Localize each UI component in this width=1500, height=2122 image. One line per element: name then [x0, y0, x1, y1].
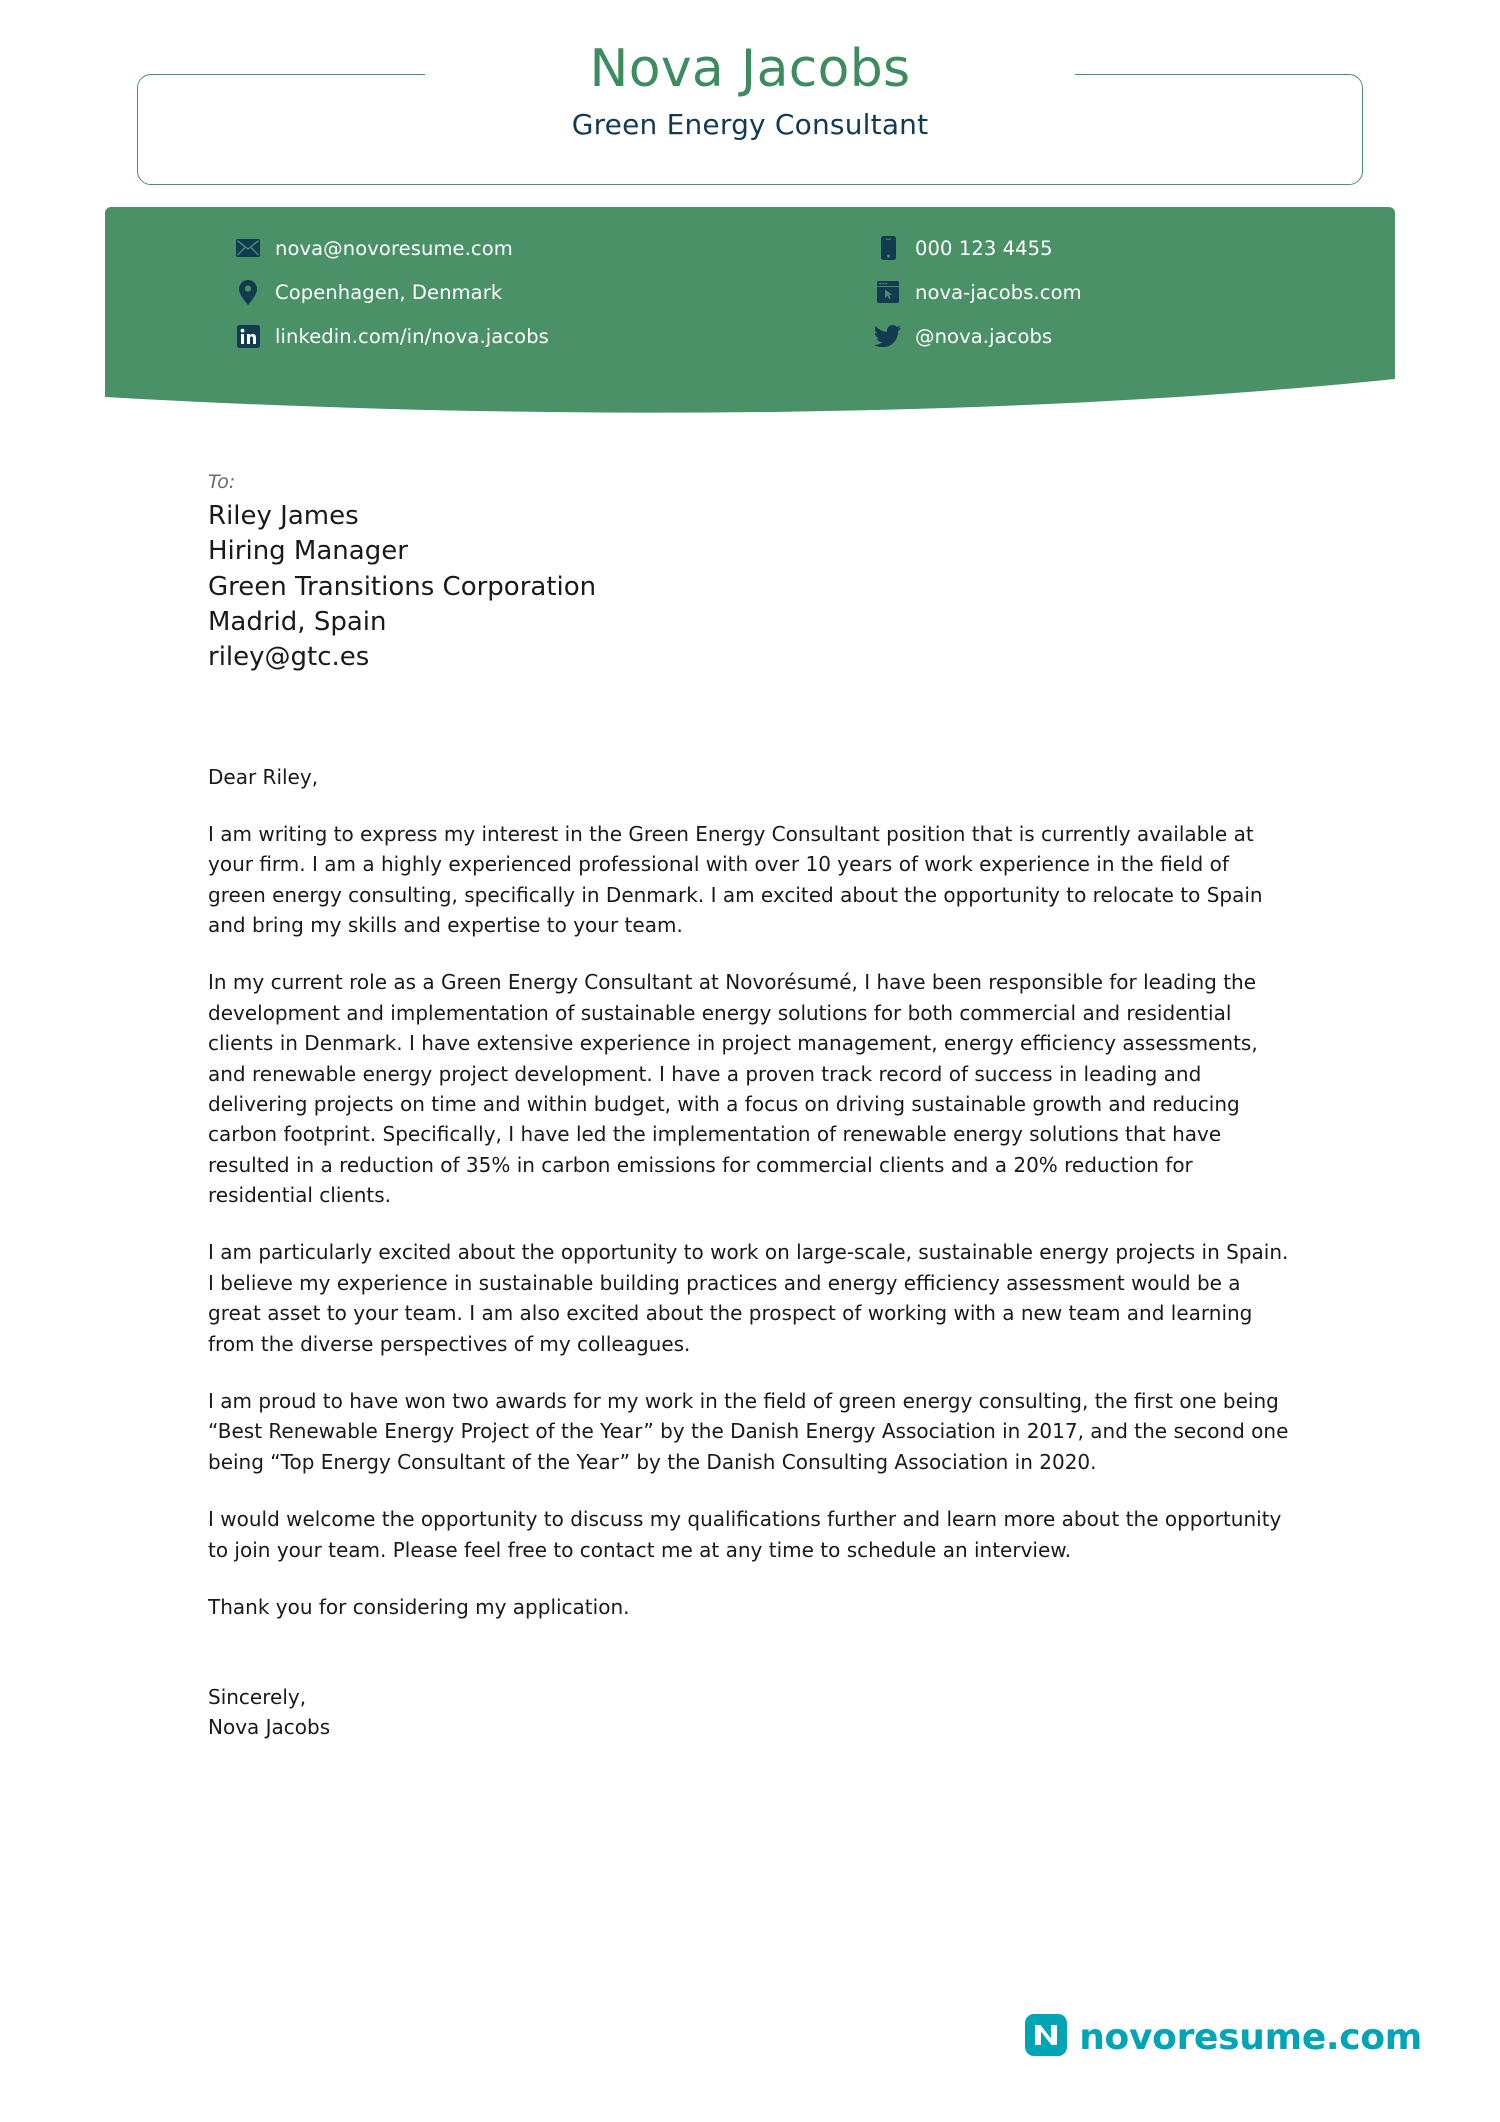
document-header [105, 0, 1395, 185]
letter-body [105, 471, 1395, 1742]
contact-item-linkedin[interactable] [235, 323, 795, 349]
letter-paragraph-3: I am particularly excited about the opportunity to work on large-scale, sustainable energy projects in Spain. I believe my experience in sustainable building practices and energy efficiency assessment would be a great asset to your team. I am also excited about the prospect of working with a new team and learning from the diverse perspectives of my colleagues. [208, 1240, 1289, 1356]
name-block [105, 40, 1395, 141]
recipient-email: riley@gtc.es [208, 642, 370, 673]
recipient-block [208, 499, 1292, 676]
email-icon [235, 235, 261, 261]
contact-value-website: nova-jacobs.com [915, 280, 1082, 304]
novoresume-n-icon [1025, 2014, 1067, 2060]
to-label: To: [208, 471, 236, 493]
location-icon [235, 279, 261, 305]
letter-paragraph-1: I am writing to express my interest in the Green Energy Consultant position that is currently available at your firm. I am a highly experienced professional with over 10 years of work experience in the field of green energy consulting, specifically in Denmark. I am excited about the opportunity to relocate to Spain and bring my skills and expertise to your team. [208, 821, 1263, 937]
contact-item-location[interactable] [235, 279, 795, 305]
closing-line: Sincerely, [208, 1685, 307, 1710]
contact-item-phone[interactable] [795, 235, 1355, 261]
letter-signoff [208, 1682, 1292, 1742]
linkedin-icon [235, 323, 261, 349]
contact-banner [105, 207, 1395, 379]
signature-name: Nova Jacobs [208, 1715, 331, 1740]
novoresume-wordmark: novoresume.com [1079, 2016, 1422, 2058]
letter-greeting: Dear Riley, [208, 764, 319, 789]
letter-paragraph-2: In my current role as a Green Energy Consultant at Novorésumé, I have been responsible for leading the development and implementation of sustainable energy solutions for both commercial and residential clients in Denmark. I have extensive experience in project management, energy efficiency assessments, and renewable energy project development. I have a proven track record of success in leading and delivering projects on time and within budget, with a focus on driving sustainable growth and reducing carbon footprint. Specifically, I have led the implementation of renewable energy solutions that have resulted in a reduction of 35% in carbon emissions for commercial clients and a 20% reduction for residential clients. [208, 970, 1258, 1208]
contact-value-twitter: @nova.jacobs [915, 324, 1053, 348]
contact-item-twitter[interactable] [795, 323, 1355, 349]
recipient-name: Riley James [208, 501, 359, 531]
page-title: Nova Jacobs [589, 39, 911, 99]
phone-icon [875, 235, 901, 261]
letter-paragraph-4: I am proud to have won two awards for my work in the field of green energy consulting, the first one being “Best Renewable Energy Project of the Year” by the Danish Energy Association in 2017, and the second one being “Top Energy Consultant of the Year” by the Danish Consulting Association in 2020. [208, 1389, 1289, 1474]
contact-value-linkedin: linkedin.com/in/nova.jacobs [275, 324, 549, 348]
job-title: Green Energy Consultant [571, 108, 929, 142]
recipient-company: Green Transitions Corporation [208, 571, 597, 602]
name-frame [105, 40, 1395, 185]
contact-grid [105, 235, 1395, 349]
recipient-role: Hiring Manager [208, 536, 408, 567]
contact-value-phone: 000 123 4455 [915, 236, 1053, 260]
novoresume-logo[interactable] [1025, 2014, 1422, 2060]
contact-value-location: Copenhagen, Denmark [275, 280, 503, 304]
letter-paragraph-6: Thank you for considering my application. [208, 1595, 630, 1619]
banner-curve-decoration [105, 375, 1395, 421]
contact-item-email[interactable] [235, 235, 795, 261]
twitter-icon [875, 323, 901, 349]
website-icon [875, 279, 901, 305]
contact-item-website[interactable] [795, 279, 1355, 305]
contact-value-email: nova@novoresume.com [275, 236, 513, 260]
recipient-city: Madrid, Spain [208, 607, 387, 638]
letter-paragraph-5: I would welcome the opportunity to discuss my qualifications further and learn more about the opportunity to join your team. Please feel free to contact me at any time to schedule an interview. [208, 1507, 1282, 1562]
